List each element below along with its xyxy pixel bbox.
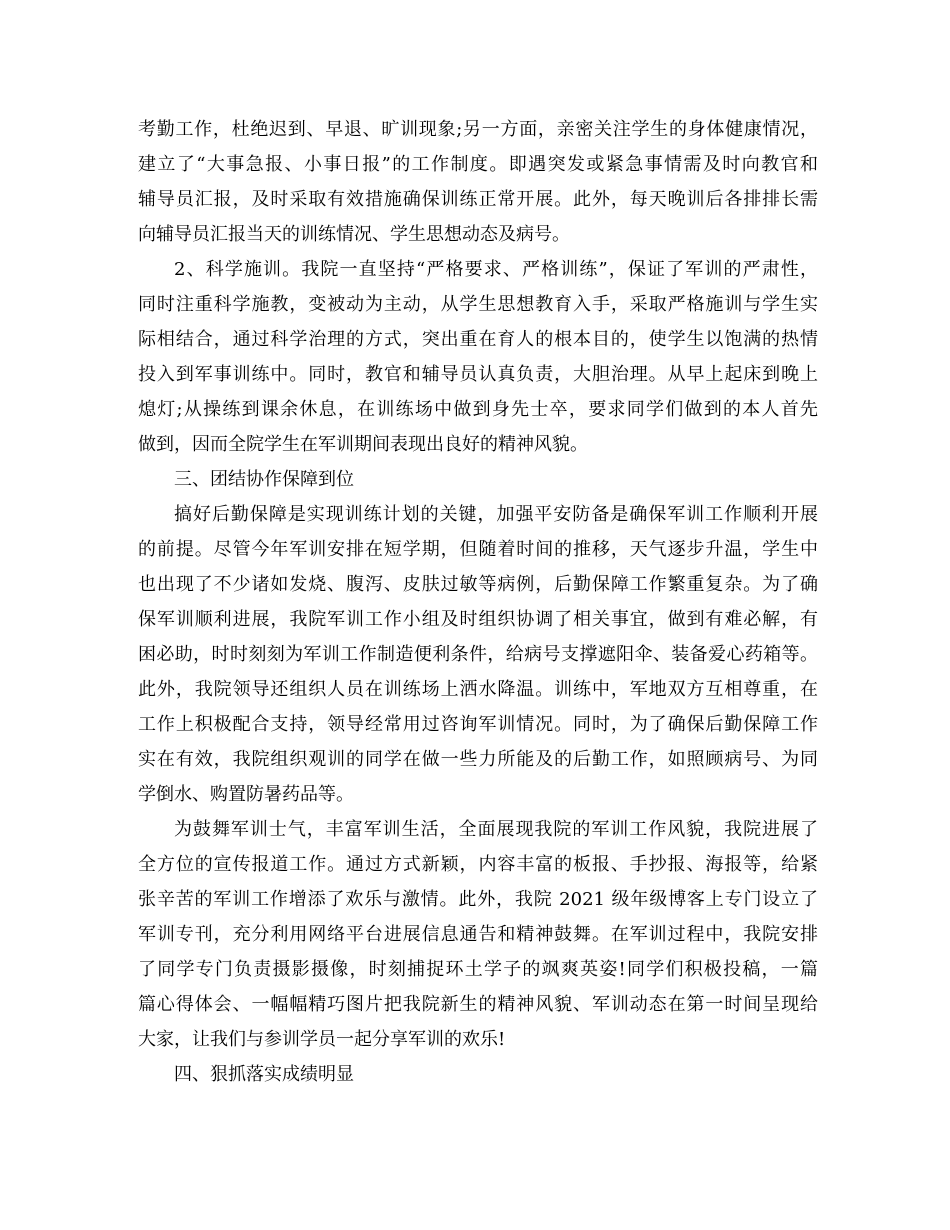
text-line: 搞好后勤保障是实现训练计划的关键，加强平安防备是确保军训工作顺利开展 [174,504,818,525]
text-line: 此外，我院领导还组织人员在训练场上洒水降温。训练中，军地双方互相尊重，在 [138,679,818,700]
text-line: 篇心得体会、一幅幅精巧图片把我院新生的精神风貌、军训动态在第一时间呈现给 [138,994,818,1015]
text-line: 大家，让我们与参训学员一起分享军训的欢乐! [138,1029,506,1050]
text-line: 也出现了不少诸如发烧、腹泻、皮肤过敏等病例，后勤保障工作繁重复杂。为了确 [138,574,818,595]
text-line: 为鼓舞军训士气，丰富军训生活，全面展现我院的军训工作风貌，我院进展了 [174,819,818,840]
text-line: 际相结合，通过科学治理的方式，突出重在育人的根本目的，使学生以饱满的热情 [138,329,818,350]
text-line: 辅导员汇报，及时采取有效措施确保训练正常开展。此外，每天晚训后各排排长需 [138,189,818,210]
text-line: 军训专刊，充分利用网络平台进展信息通告和精神鼓舞。在军训过程中，我院安排 [138,924,818,945]
text-line: 实在有效，我院组织观训的同学在做一些力所能及的后勤工作，如照顾病号、为同 [138,749,818,770]
text-line: 困必助，时时刻刻为军训工作制造便利条件，给病号支撑遮阳伞、装备爱心药箱等。 [138,644,818,665]
section-heading: 三、团结协作保障到位 [174,469,354,490]
text-line: 做到，因而全院学生在军训期间表现出良好的精神风貌。 [138,434,588,455]
text-line: 全方位的宣传报道工作。通过方式新颖，内容丰富的板报、手抄报、海报等，给紧 [138,854,818,875]
text-line: 向辅导员汇报当天的训练情况、学生思想动态及病号。 [138,224,570,245]
text-line: 同时注重科学施教，变被动为主动，从学生思想教育入手，采取严格施训与学生实 [138,294,818,315]
text-line: 的前提。尽管今年军训安排在短学期，但随着时间的推移，天气逐步升温，学生中 [138,539,818,560]
section-heading: 四、狠抓落实成绩明显 [174,1064,354,1085]
text-line: 投入到军事训练中。同时，教官和辅导员认真负责，大胆治理。从早上起床到晚上 [138,364,818,385]
text-line: 了同学专门负责摄影摄像，时刻捕捉环土学子的飒爽英姿!同学们积极投稿，一篇 [138,959,818,980]
document-body [138,112,818,1092]
text-line: 张辛苦的军训工作增添了欢乐与激情。此外，我院 2021 级年级博客上专门设立了 [138,889,818,910]
text-line: 建立了“大事急报、小事日报”的工作制度。即遇突发或紧急事情需及时向教官和 [138,154,818,175]
text-line: 熄灯;从操练到课余休息，在训练场中做到身先士卒，要求同学们做到的本人首先 [138,399,818,420]
text-line: 考勤工作，杜绝迟到、早退、旷训现象;另一方面，亲密关注学生的身体健康情况， [138,119,818,140]
text-line: 保军训顺利进展，我院军训工作小组及时组织协调了相关事宜，做到有难必解，有 [138,609,818,630]
text-line: 学倒水、购置防暑药品等。 [138,784,354,805]
text-line: 工作上积极配合支持，领导经常用过咨询军训情况。同时，为了确保后勤保障工作 [138,714,818,735]
text-line: 2、科学施训。我院一直坚持“严格要求、严格训练”，保证了军训的严肃性， [174,259,818,280]
